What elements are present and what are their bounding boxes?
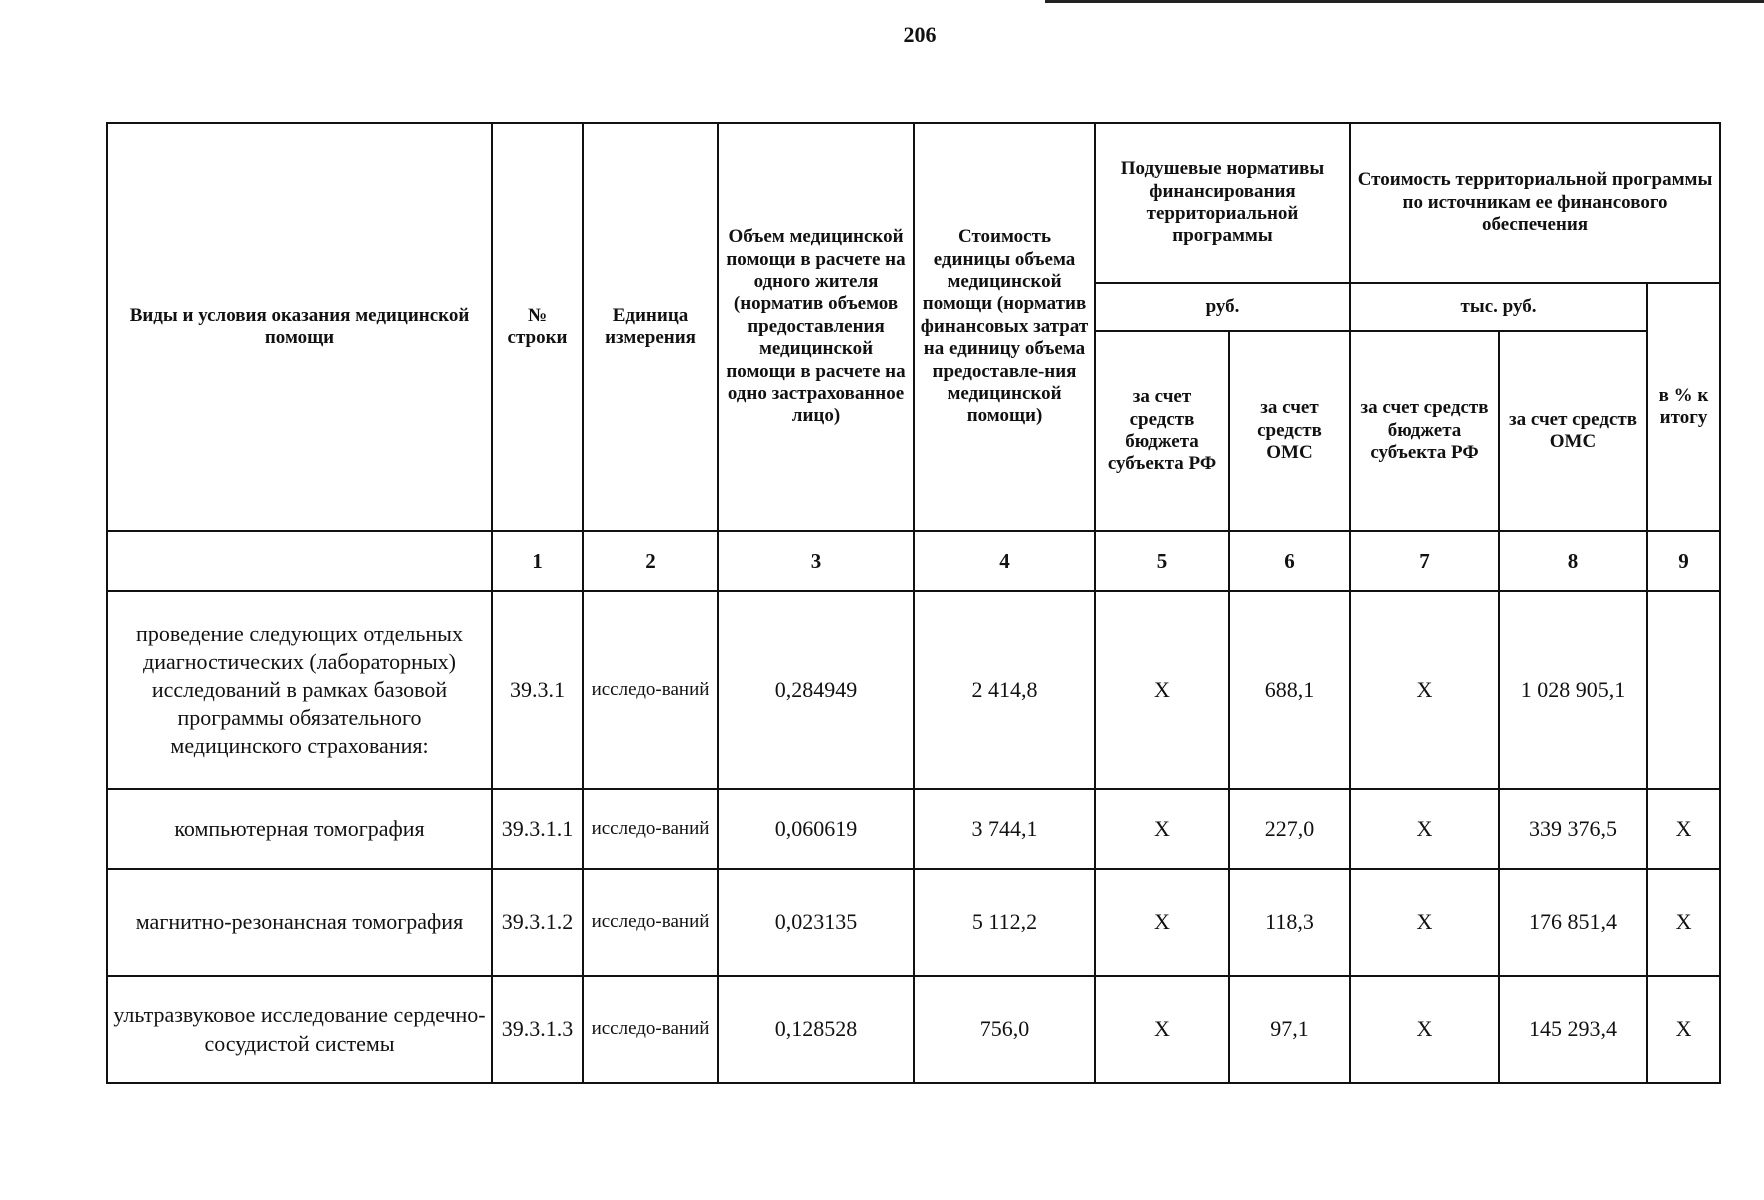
header-oms-thousand: за счет средств ОМС xyxy=(1499,331,1647,531)
column-number xyxy=(107,531,492,591)
table-header xyxy=(107,123,1720,591)
cell-type: ультразвуковое исследование сердечно-сосудистой системы xyxy=(107,976,492,1083)
header-type: Виды и условия оказания медицинской помощи xyxy=(107,123,492,531)
cell-oms-thousand: 1 028 905,1 xyxy=(1499,591,1647,789)
header-oms-rub: за счет средств ОМС xyxy=(1229,331,1350,531)
cell-oms-rub: 688,1 xyxy=(1229,591,1350,789)
table-row xyxy=(107,976,1720,1083)
column-number: 8 xyxy=(1499,531,1647,591)
cell-type: компьютерная томография xyxy=(107,789,492,869)
header-volume: Объем медицинской помощи в расчете на одного жителя (норматив объемов предоставления медицинской помощи в расчете на одно застрахованное лицо) xyxy=(718,123,914,531)
column-number: 6 xyxy=(1229,531,1350,591)
cell-volume: 0,284949 xyxy=(718,591,914,789)
cell-oms-thousand: 176 851,4 xyxy=(1499,869,1647,976)
column-number: 4 xyxy=(914,531,1095,591)
top-rule xyxy=(1045,0,1764,3)
table-body xyxy=(107,591,1720,1083)
cell-oms-rub: 118,3 xyxy=(1229,869,1350,976)
header-unit-thousand-rub: тыс. руб. xyxy=(1350,283,1647,331)
cell-budget-thousand: X xyxy=(1350,789,1499,869)
cell-budget-rub: X xyxy=(1095,591,1229,789)
cell-row-no: 39.3.1.2 xyxy=(492,869,583,976)
cell-percent xyxy=(1647,591,1720,789)
cell-unit: исследо-ваний xyxy=(583,591,718,789)
cell-budget-rub: X xyxy=(1095,789,1229,869)
header-percent: в % к итогу xyxy=(1647,283,1720,531)
cell-budget-rub: X xyxy=(1095,869,1229,976)
cell-cost: 2 414,8 xyxy=(914,591,1095,789)
cell-cost: 3 744,1 xyxy=(914,789,1095,869)
header-cost: Стоимость единицы объема медицинской помощи (норматив финансовых затрат на единицу объема предоставле-ния медицинской помощи) xyxy=(914,123,1095,531)
column-number: 2 xyxy=(583,531,718,591)
cell-budget-rub: X xyxy=(1095,976,1229,1083)
cell-oms-rub: 227,0 xyxy=(1229,789,1350,869)
table-row xyxy=(107,591,1720,789)
column-number: 7 xyxy=(1350,531,1499,591)
cell-cost: 756,0 xyxy=(914,976,1095,1083)
cell-oms-thousand: 339 376,5 xyxy=(1499,789,1647,869)
header-per-capita-group: Подушевые нормативы финансирования территориальной программы xyxy=(1095,123,1350,283)
cell-type: проведение следующих отдельных диагностических (лабораторных) исследований в рамках базовой программы обязательного медицинского страхования: xyxy=(107,591,492,789)
column-number: 3 xyxy=(718,531,914,591)
column-number: 1 xyxy=(492,531,583,591)
cell-type: магнитно-резонансная томография xyxy=(107,869,492,976)
cell-budget-thousand: X xyxy=(1350,591,1499,789)
column-number-row xyxy=(107,531,1720,591)
cell-oms-rub: 97,1 xyxy=(1229,976,1350,1083)
header-budget-rub: за счет средств бюджета субъекта РФ xyxy=(1095,331,1229,531)
column-number: 5 xyxy=(1095,531,1229,591)
cell-unit: исследо-ваний xyxy=(583,789,718,869)
cell-budget-thousand: X xyxy=(1350,976,1499,1083)
cell-row-no: 39.3.1 xyxy=(492,591,583,789)
cell-row-no: 39.3.1.3 xyxy=(492,976,583,1083)
page-number: 206 xyxy=(903,22,937,47)
cell-volume: 0,060619 xyxy=(718,789,914,869)
cell-cost: 5 112,2 xyxy=(914,869,1095,976)
header-row-no: № строки xyxy=(492,123,583,531)
cell-percent: X xyxy=(1647,789,1720,869)
cell-unit: исследо-ваний xyxy=(583,869,718,976)
column-number: 9 xyxy=(1647,531,1720,591)
cell-percent: X xyxy=(1647,976,1720,1083)
table-row xyxy=(107,789,1720,869)
financing-norms-table xyxy=(106,122,1721,1084)
table-row xyxy=(107,869,1720,976)
header-budget-thousand: за счет средств бюджета субъекта РФ xyxy=(1350,331,1499,531)
cell-oms-thousand: 145 293,4 xyxy=(1499,976,1647,1083)
header-unit-rub: руб. xyxy=(1095,283,1350,331)
header-program-cost-group: Стоимость территориальной программы по источникам ее финансового обеспечения xyxy=(1350,123,1720,283)
cell-row-no: 39.3.1.1 xyxy=(492,789,583,869)
header-unit: Единица измерения xyxy=(583,123,718,531)
cell-unit: исследо-ваний xyxy=(583,976,718,1083)
cell-percent: X xyxy=(1647,869,1720,976)
cell-volume: 0,128528 xyxy=(718,976,914,1083)
cell-volume: 0,023135 xyxy=(718,869,914,976)
cell-budget-thousand: X xyxy=(1350,869,1499,976)
